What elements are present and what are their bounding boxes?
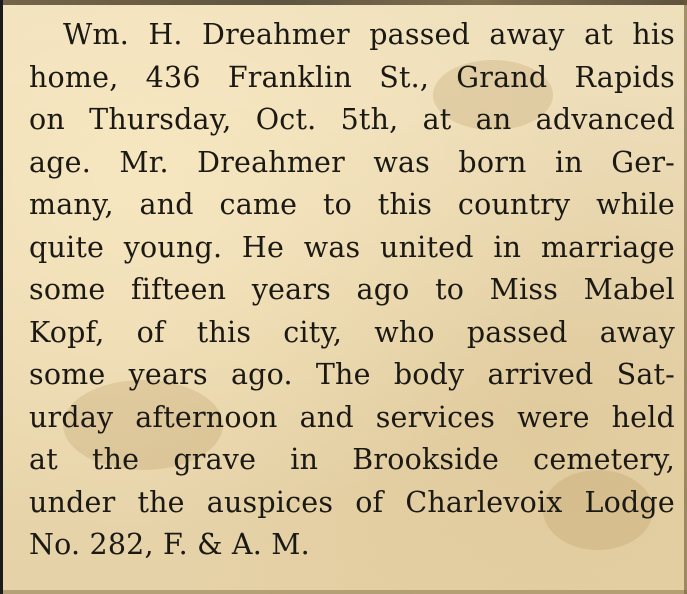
obituary-article	[29, 14, 675, 567]
article-line: under the auspices of Charlevoix Lodge	[29, 485, 675, 519]
article-line: No. 282, F. & A. M.	[29, 528, 310, 561]
article-line: age. Mr. Dreahmer was born in Ger-	[29, 145, 675, 179]
article-line: on Thursday, Oct. 5th, at an advanced	[29, 103, 675, 136]
article-line: Wm. H. Dreahmer passed away at his	[63, 18, 675, 51]
clipping-bottom-edge	[3, 590, 687, 594]
article-line: urday afternoon and services were held	[29, 400, 675, 434]
article-line: many, and came to this country while	[29, 188, 675, 221]
article-line: at the grave in Brookside cemetery,	[29, 443, 675, 476]
article-line: some fifteen years ago to Miss Mabel	[29, 273, 675, 306]
article-line: quite young. He was united in marriage	[29, 230, 675, 264]
article-line: Kopf, of this city, who passed away	[29, 315, 675, 349]
article-line: home, 436 Franklin St., Grand Rapids	[29, 60, 675, 94]
clipping-top-edge	[3, 0, 687, 5]
article-line: some years ago. The body arrived Sat-	[29, 358, 675, 391]
